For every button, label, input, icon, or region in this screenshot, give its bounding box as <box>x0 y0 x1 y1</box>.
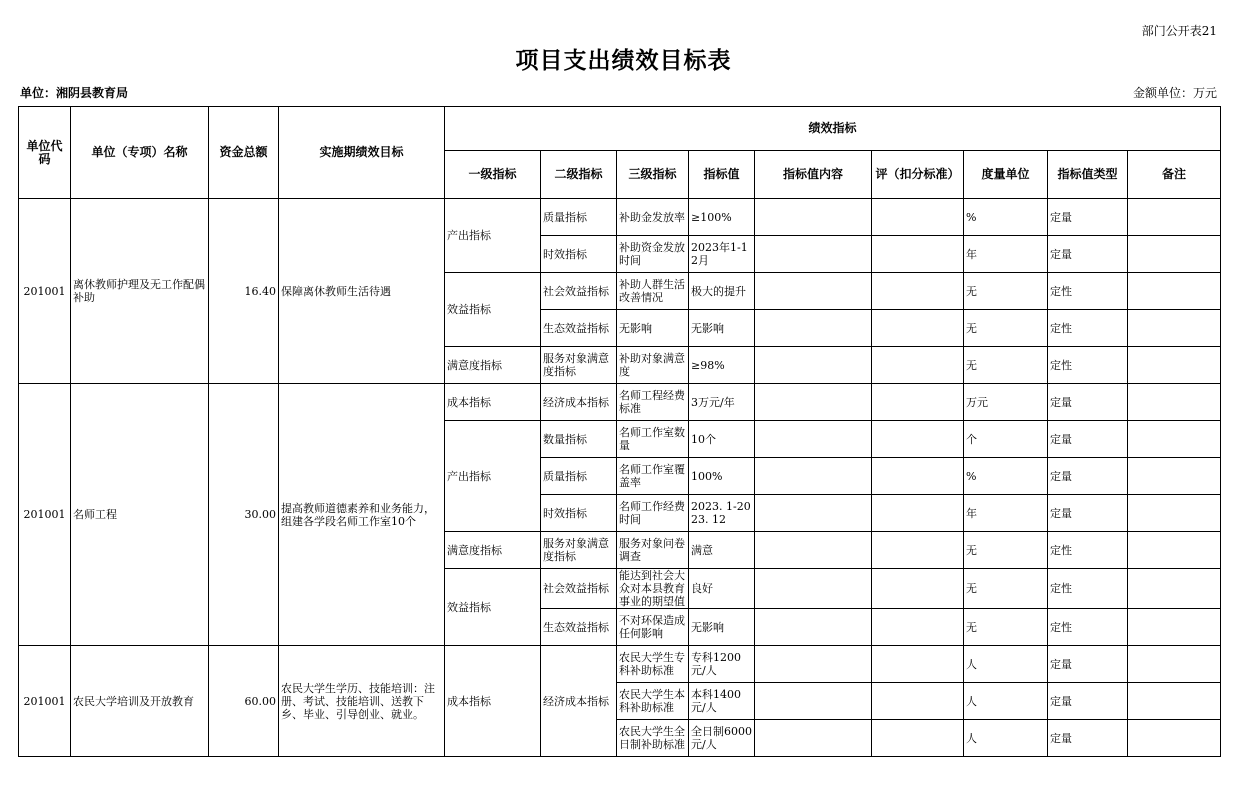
value-type-cell: 定量 <box>1048 199 1128 236</box>
level2-cell: 社会效益指标 <box>541 273 617 310</box>
level3-cell <box>617 310 689 347</box>
remark-cell <box>1128 458 1221 495</box>
col-measure-unit: 度量单位 <box>964 151 1048 199</box>
level3-text: 不对环保造成任何影响 <box>619 614 685 640</box>
table-body <box>19 199 1221 757</box>
level3-text: 补助金发放率 <box>619 210 685 224</box>
remark-cell <box>1128 720 1221 757</box>
goal-cell: 提高教师道德素养和业务能力，组建各学段名师工作室10个 <box>279 384 445 646</box>
value-content-cell <box>755 495 872 532</box>
unit-code-cell: 201001 <box>19 199 71 384</box>
level3-cell <box>617 421 689 458</box>
level1-cell: 产出指标 <box>445 199 541 273</box>
col-value-content: 指标值内容 <box>755 151 872 199</box>
value-type-cell: 定量 <box>1048 495 1128 532</box>
col-unit-name: 单位（专项）名称 <box>71 107 209 199</box>
value-type-cell: 定量 <box>1048 720 1128 757</box>
scoring-cell <box>872 236 964 273</box>
indicator-value-cell: 极大的提升 <box>689 273 755 310</box>
level2-cell: 数量指标 <box>541 421 617 458</box>
scoring-cell <box>872 569 964 609</box>
value-content-cell <box>755 199 872 236</box>
amount-unit-label: 金额单位：万元 <box>1132 86 1217 100</box>
col-total-funds: 资金总额 <box>209 107 279 199</box>
value-content-cell <box>755 273 872 310</box>
measure-unit-cell: % <box>964 458 1048 495</box>
indicator-value-cell: ≥98% <box>689 347 755 384</box>
unit-code-cell: 201001 <box>19 646 71 757</box>
form-number: 部门公开表21 <box>1141 24 1217 38</box>
remark-cell <box>1128 236 1221 273</box>
level2-cell: 生态效益指标 <box>541 609 617 646</box>
level2-cell: 时效指标 <box>541 236 617 273</box>
value-type-cell: 定性 <box>1048 310 1128 347</box>
scoring-cell <box>872 273 964 310</box>
measure-unit-cell: 年 <box>964 236 1048 273</box>
total-funds-cell: 30.00 <box>209 384 279 646</box>
level2-cell: 生态效益指标 <box>541 310 617 347</box>
col-value-type: 指标值类型 <box>1048 151 1128 199</box>
col-unit-code: 单位代码 <box>19 107 71 199</box>
value-content-cell <box>755 310 872 347</box>
value-type-cell: 定量 <box>1048 384 1128 421</box>
value-type-cell: 定量 <box>1048 458 1128 495</box>
measure-unit-cell: 无 <box>964 569 1048 609</box>
indicator-value-cell: 良好 <box>689 569 755 609</box>
value-type-cell: 定性 <box>1048 532 1128 569</box>
measure-unit-cell: 无 <box>964 310 1048 347</box>
indicator-value-cell: 专科1200元/人 <box>689 646 755 683</box>
value-type-cell: 定量 <box>1048 421 1128 458</box>
col-value: 指标值 <box>689 151 755 199</box>
level3-cell <box>617 347 689 384</box>
remark-cell <box>1128 609 1221 646</box>
remark-cell <box>1128 646 1221 683</box>
indicator-value-cell: 2023年1-12月 <box>689 236 755 273</box>
unit-label: 单位：湘阴县教育局 <box>20 86 129 100</box>
table-row <box>19 199 1221 236</box>
level2-cell: 质量指标 <box>541 458 617 495</box>
scoring-cell <box>872 347 964 384</box>
value-content-cell <box>755 236 872 273</box>
scoring-cell <box>872 532 964 569</box>
measure-unit-cell: 人 <box>964 720 1048 757</box>
scoring-cell <box>872 646 964 683</box>
level2-cell: 时效指标 <box>541 495 617 532</box>
indicator-value-cell: 10个 <box>689 421 755 458</box>
level3-text: 农民大学生本科补助标准 <box>619 688 685 714</box>
measure-unit-cell: 人 <box>964 683 1048 720</box>
total-funds-cell: 16.40 <box>209 199 279 384</box>
value-content-cell <box>755 609 872 646</box>
level3-text: 补助人群生活改善情况 <box>619 278 685 304</box>
col-goal: 实施期绩效目标 <box>279 107 445 199</box>
measure-unit-cell: 万元 <box>964 384 1048 421</box>
level1-cell: 成本指标 <box>445 646 541 757</box>
value-content-cell <box>755 683 872 720</box>
col-level3: 三级指标 <box>617 151 689 199</box>
level3-cell <box>617 720 689 757</box>
level3-cell <box>617 569 689 609</box>
measure-unit-cell: 人 <box>964 646 1048 683</box>
indicator-value-cell: 2023. 1-2023. 12 <box>689 495 755 532</box>
measure-unit-cell: % <box>964 199 1048 236</box>
remark-cell <box>1128 273 1221 310</box>
measure-unit-cell: 年 <box>964 495 1048 532</box>
remark-cell <box>1128 569 1221 609</box>
scoring-cell <box>872 384 964 421</box>
remark-cell <box>1128 384 1221 421</box>
remark-cell <box>1128 495 1221 532</box>
level3-text: 补助对象满意度 <box>619 352 685 378</box>
level3-cell <box>617 532 689 569</box>
remark-cell <box>1128 421 1221 458</box>
goal-cell: 农民大学生学历、技能培训：注册、考试、技能培训、送教下乡、毕业、引导创业、就业。 <box>279 646 445 757</box>
level2-cell: 质量指标 <box>541 199 617 236</box>
measure-unit-cell: 个 <box>964 421 1048 458</box>
level1-cell: 效益指标 <box>445 569 541 646</box>
scoring-cell <box>872 609 964 646</box>
unit-name-cell: 离休教师护理及无工作配偶补助 <box>71 199 209 384</box>
level3-cell <box>617 609 689 646</box>
level3-text: 农民大学生全日制补助标准 <box>619 725 685 751</box>
col-level2: 二级指标 <box>541 151 617 199</box>
unit-name-cell: 名师工程 <box>71 384 209 646</box>
level1-cell: 成本指标 <box>445 384 541 421</box>
level1-cell: 产出指标 <box>445 421 541 532</box>
level1-cell: 满意度指标 <box>445 347 541 384</box>
value-type-cell: 定量 <box>1048 683 1128 720</box>
level3-text: 名师工作经费时间 <box>619 500 685 526</box>
scoring-cell <box>872 495 964 532</box>
scoring-cell <box>872 458 964 495</box>
indicator-value-cell: 3万元/年 <box>689 384 755 421</box>
level3-cell <box>617 273 689 310</box>
indicator-value-cell: 无影响 <box>689 609 755 646</box>
table-row <box>19 646 1221 683</box>
value-type-cell: 定量 <box>1048 646 1128 683</box>
total-funds-cell: 60.00 <box>209 646 279 757</box>
level2-cell: 服务对象满意度指标 <box>541 347 617 384</box>
measure-unit-cell: 无 <box>964 532 1048 569</box>
value-content-cell <box>755 347 872 384</box>
unit-code-cell: 201001 <box>19 384 71 646</box>
level3-text: 无影响 <box>619 321 652 335</box>
level3-cell <box>617 199 689 236</box>
value-content-cell <box>755 720 872 757</box>
level3-text: 名师工作室数量 <box>619 426 685 452</box>
indicator-value-cell: 满意 <box>689 532 755 569</box>
indicator-value-cell: 全日制6000元/人 <box>689 720 755 757</box>
value-type-cell: 定性 <box>1048 569 1128 609</box>
scoring-cell <box>872 421 964 458</box>
level2-cell: 经济成本指标 <box>541 646 617 757</box>
indicator-value-cell: 100% <box>689 458 755 495</box>
level3-text: 能达到社会大众对本县教育事业的期望值 <box>619 569 685 608</box>
remark-cell <box>1128 199 1221 236</box>
level3-text: 名师工程经费标准 <box>619 389 685 415</box>
level3-cell <box>617 646 689 683</box>
value-content-cell <box>755 458 872 495</box>
level2-cell: 社会效益指标 <box>541 569 617 609</box>
level3-cell <box>617 236 689 273</box>
level3-cell <box>617 683 689 720</box>
scoring-cell <box>872 720 964 757</box>
value-type-cell: 定性 <box>1048 347 1128 384</box>
level1-cell: 满意度指标 <box>445 532 541 569</box>
col-remark: 备注 <box>1128 151 1221 199</box>
level3-cell <box>617 458 689 495</box>
indicator-value-cell: ≥100% <box>689 199 755 236</box>
value-type-cell: 定性 <box>1048 609 1128 646</box>
value-content-cell <box>755 421 872 458</box>
value-content-cell <box>755 646 872 683</box>
level1-cell: 效益指标 <box>445 273 541 347</box>
level2-cell: 经济成本指标 <box>541 384 617 421</box>
col-indicators: 绩效指标 <box>445 107 1221 151</box>
level3-cell <box>617 384 689 421</box>
remark-cell <box>1128 347 1221 384</box>
value-content-cell <box>755 569 872 609</box>
measure-unit-cell: 无 <box>964 347 1048 384</box>
scoring-cell <box>872 683 964 720</box>
level3-text: 服务对象问卷调查 <box>619 537 685 563</box>
scoring-cell <box>872 199 964 236</box>
value-content-cell <box>755 532 872 569</box>
measure-unit-cell: 无 <box>964 273 1048 310</box>
scoring-cell <box>872 310 964 347</box>
level3-text: 农民大学生专科补助标准 <box>619 651 685 677</box>
measure-unit-cell: 无 <box>964 609 1048 646</box>
level3-cell <box>617 495 689 532</box>
remark-cell <box>1128 310 1221 347</box>
remark-cell <box>1128 683 1221 720</box>
page-title: 项目支出绩效目标表 <box>515 47 732 74</box>
performance-table <box>18 106 1221 757</box>
level2-cell: 服务对象满意度指标 <box>541 532 617 569</box>
remark-cell <box>1128 532 1221 569</box>
value-type-cell: 定性 <box>1048 273 1128 310</box>
col-scoring: 评（扣分标准） <box>872 151 964 199</box>
col-level1: 一级指标 <box>445 151 541 199</box>
table-row <box>19 384 1221 421</box>
value-content-cell <box>755 384 872 421</box>
goal-cell: 保障离休教师生活待遇 <box>279 199 445 384</box>
value-type-cell: 定量 <box>1048 236 1128 273</box>
indicator-value-cell: 无影响 <box>689 310 755 347</box>
unit-name-cell: 农民大学培训及开放教育 <box>71 646 209 757</box>
indicator-value-cell: 本科1400元/人 <box>689 683 755 720</box>
level3-text: 补助资金发放时间 <box>619 241 685 267</box>
level3-text: 名师工作室覆盖率 <box>619 463 685 489</box>
